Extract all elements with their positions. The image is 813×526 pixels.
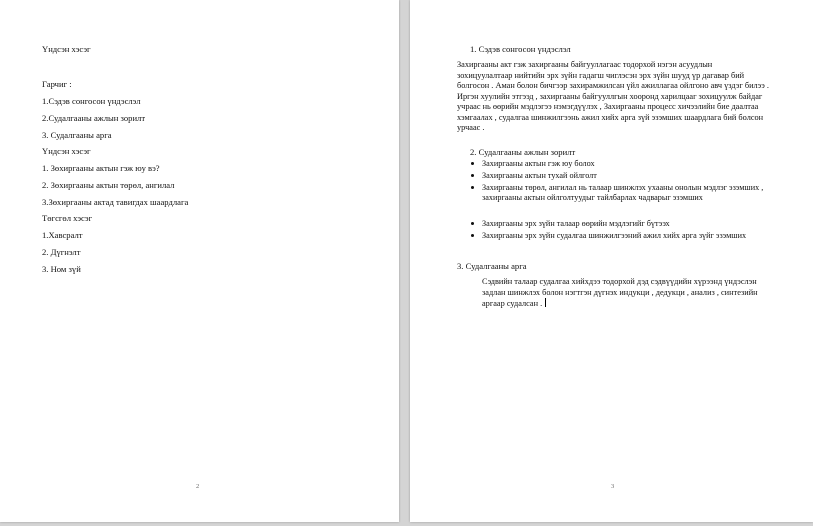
list-item [482, 159, 772, 169]
toc-line: Үндсэн хэсэг [42, 146, 91, 156]
toc-line: 3. Ном зүй [42, 264, 81, 274]
toc-title: Гарчиг : [42, 79, 72, 89]
list-item [482, 231, 772, 241]
bullet-icon [471, 222, 474, 225]
bullet-icon [471, 234, 474, 237]
list-item [482, 183, 772, 204]
list-item [482, 171, 772, 181]
section-heading: 1. Сэдэв сонгосон үндэслэл [470, 44, 571, 54]
toc-line: 1. Зөхиргааны актын гэж юу вэ? [42, 163, 160, 173]
list-item-text: Захиргааны актын тухай ойлголт [482, 171, 597, 180]
document-page-left [0, 0, 399, 522]
list-item [482, 219, 772, 229]
toc-line: 3.Зөхиргааны актад тавигдах шаардлага [42, 197, 189, 207]
section-heading: 2. Судалгааны ажлын зорилт [470, 147, 576, 157]
toc-line: 2. Зөхиргааны актын төрөл, ангилал [42, 180, 175, 190]
bullet-icon [471, 162, 474, 165]
bullet-icon [471, 174, 474, 177]
toc-line: 1.Хавсралт [42, 230, 83, 240]
section-heading: 3. Судалгааны арга [457, 261, 527, 271]
toc-line: 2. Дүгнэлт [42, 247, 81, 257]
toc-line: 3. Судалгааны арга [42, 130, 112, 140]
toc-line: 1.Сэдэв сонгосон үндэслэл [42, 96, 141, 106]
page-number: 2 [196, 483, 200, 490]
section-paragraph[interactable] [482, 277, 764, 310]
list-item-text: Захиргааны актын гэж юу болох [482, 159, 595, 168]
bullet-icon [471, 186, 474, 189]
section-paragraph: Захиргааны акт гэж захиргааны байгууллагаас тодорхой нэгэн асуудлын зохицуулалтаар нийтийн эрх зүйн гадагш чиглэсэн эрх зүйн шууд үр дагавар бий болгосон . Аман болон бичгээр захирамжилсан үйл ажиллагаа ойлгоно авч үздэг билээ . Иргэн хуулийн этгээд , захиргааны байгууллгын хооронд харилцааг зохицуулж байдаг учраас нь өөрийн мэдлэгээ нэмэгдүүлэх , Захиргааны процесс хичээлийн бие даалтаа хэмгаалах , судалгаа шинжилгээнь ажил хийх арга зүй эзэмших шаардлага бий болсон урчаас . [457, 60, 769, 132]
page-heading: Үндсэн хэсэг [42, 44, 91, 54]
toc-line: 2.Судалгааны ажлын зорилт [42, 113, 146, 123]
list-item-text: Захиргааны эрх зүйн судалгаа шинжилгээний ажил хийх арга зүйг эзэмших [482, 231, 747, 240]
list-item-text: Захиргааны эрх зүйн талаар өөрийн мэдлэгийг бүтээх [482, 219, 670, 228]
page-number: 3 [611, 483, 615, 490]
paragraph-text: Сэдвийн талаар судалгаа хийхдээ тодорхой дэд сэдвүүдийн хүрээнд үндэслэн задлан шинжлэх болон нэгтгэн дүгнэх индукци , дедукци , анализ , синтезийн аргаар судалсан . [482, 277, 758, 308]
toc-line: Төгсгөл хэсэг [42, 213, 93, 223]
text-cursor [545, 298, 546, 307]
document-page-right [410, 0, 813, 522]
list-item-text: Захиргааны төрөл, ангилал нь талаар шинжлэх ухааны онолын мэдлэг эзэмших , захиргааны актын ойлголтуудыг тайлбарлах чадварыг эзэмших [482, 183, 764, 203]
